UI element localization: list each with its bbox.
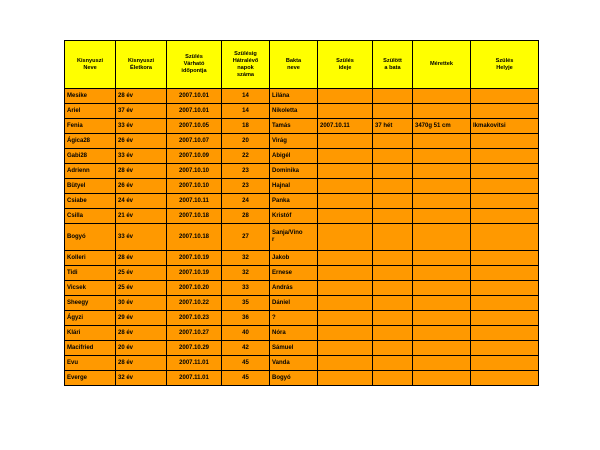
cell-birth-date <box>318 164 373 179</box>
cell-due-date: 2007.10.09 <box>167 149 222 164</box>
cell-days-left: 18 <box>222 119 270 134</box>
cell-birth-week <box>373 326 413 341</box>
cell-name: Sheegy <box>65 296 116 311</box>
table-row <box>65 311 539 326</box>
cell-birth-place <box>471 194 539 209</box>
cell-name: Ágyzi <box>65 311 116 326</box>
cell-due-date: 2007.10.29 <box>167 341 222 356</box>
cell-age: 33 év <box>116 119 167 134</box>
cell-due-date: 2007.10.19 <box>167 266 222 281</box>
cell-age: 24 év <box>116 194 167 209</box>
header-birth-week: Szülött a bata <box>373 41 413 89</box>
cell-measurements <box>413 281 471 296</box>
header-name: Kisnyuszi Neve <box>65 41 116 89</box>
cell-name: Mesike <box>65 89 116 104</box>
cell-baby-name: Sanja/Vino r <box>270 224 318 251</box>
cell-baby-name: Tamás <box>270 119 318 134</box>
table-row <box>65 251 539 266</box>
cell-age: 32 év <box>116 371 167 386</box>
cell-birth-week <box>373 371 413 386</box>
cell-birth-date <box>318 179 373 194</box>
cell-measurements <box>413 149 471 164</box>
cell-measurements <box>413 89 471 104</box>
cell-days-left: 35 <box>222 296 270 311</box>
cell-age: 28 év <box>116 89 167 104</box>
cell-due-date: 2007.10.18 <box>167 224 222 251</box>
cell-baby-name: Nóra <box>270 326 318 341</box>
cell-birth-date <box>318 209 373 224</box>
cell-age: 26 év <box>116 134 167 149</box>
cell-days-left: 27 <box>222 224 270 251</box>
cell-measurements <box>413 341 471 356</box>
cell-birth-week <box>373 179 413 194</box>
cell-name: Bogyó <box>65 224 116 251</box>
cell-birth-place <box>471 149 539 164</box>
cell-birth-place <box>471 311 539 326</box>
cell-days-left: 24 <box>222 194 270 209</box>
cell-baby-name: Nikoletta <box>270 104 318 119</box>
cell-baby-name: Vanda <box>270 356 318 371</box>
cell-days-left: 20 <box>222 134 270 149</box>
cell-birth-place <box>471 266 539 281</box>
cell-birth-week <box>373 356 413 371</box>
cell-measurements: 3470g 51 cm <box>413 119 471 134</box>
cell-birth-place <box>471 224 539 251</box>
cell-birth-place <box>471 89 539 104</box>
cell-birth-week: 37 hét <box>373 119 413 134</box>
cell-birth-place <box>471 296 539 311</box>
cell-birth-week <box>373 89 413 104</box>
cell-birth-week <box>373 266 413 281</box>
cell-days-left: 32 <box>222 266 270 281</box>
cell-measurements <box>413 296 471 311</box>
cell-birth-week <box>373 296 413 311</box>
table-row <box>65 164 539 179</box>
header-due-date: Szülés Várható időpontja <box>167 41 222 89</box>
cell-birth-place: Ikmakovitsi <box>471 119 539 134</box>
cell-due-date: 2007.10.11 <box>167 194 222 209</box>
table-row <box>65 179 539 194</box>
table-row <box>65 209 539 224</box>
cell-baby-name: ? <box>270 311 318 326</box>
cell-measurements <box>413 179 471 194</box>
header-measurements: Mérettek <box>413 41 471 89</box>
cell-due-date: 2007.10.22 <box>167 296 222 311</box>
cell-name: Everge <box>65 371 116 386</box>
cell-days-left: 45 <box>222 371 270 386</box>
cell-birth-place <box>471 134 539 149</box>
table-row <box>65 149 539 164</box>
cell-birth-date <box>318 224 373 251</box>
cell-due-date: 2007.10.10 <box>167 164 222 179</box>
cell-birth-date <box>318 296 373 311</box>
header-birth-date: Szülés ideje <box>318 41 373 89</box>
cell-age: 28 év <box>116 356 167 371</box>
cell-age: 28 év <box>116 251 167 266</box>
cell-days-left: 36 <box>222 311 270 326</box>
cell-birth-date <box>318 311 373 326</box>
header-baby-name: Bakta neve <box>270 41 318 89</box>
cell-due-date: 2007.10.07 <box>167 134 222 149</box>
cell-birth-place <box>471 209 539 224</box>
table-row <box>65 296 539 311</box>
table-row <box>65 266 539 281</box>
cell-due-date: 2007.10.10 <box>167 179 222 194</box>
cell-measurements <box>413 164 471 179</box>
cell-age: 37 év <box>116 104 167 119</box>
table-row <box>65 341 539 356</box>
cell-birth-date <box>318 281 373 296</box>
cell-birth-week <box>373 194 413 209</box>
cell-measurements <box>413 266 471 281</box>
cell-birth-date <box>318 134 373 149</box>
cell-measurements <box>413 371 471 386</box>
table-row <box>65 119 539 134</box>
cell-age: 25 év <box>116 281 167 296</box>
cell-measurements <box>413 194 471 209</box>
cell-name: Fenia <box>65 119 116 134</box>
cell-due-date: 2007.10.18 <box>167 209 222 224</box>
table-row <box>65 134 539 149</box>
cell-age: 33 év <box>116 149 167 164</box>
cell-birth-date <box>318 371 373 386</box>
cell-birth-place <box>471 164 539 179</box>
cell-due-date: 2007.10.01 <box>167 104 222 119</box>
cell-age: 29 év <box>116 311 167 326</box>
cell-name: Ágica28 <box>65 134 116 149</box>
cell-birth-week <box>373 104 413 119</box>
cell-birth-place <box>471 356 539 371</box>
cell-baby-name: Abigél <box>270 149 318 164</box>
cell-due-date: 2007.10.20 <box>167 281 222 296</box>
cell-name: Kolleri <box>65 251 116 266</box>
cell-days-left: 14 <box>222 104 270 119</box>
cell-age: 21 év <box>116 209 167 224</box>
cell-age: 20 év <box>116 341 167 356</box>
cell-due-date: 2007.11.01 <box>167 371 222 386</box>
cell-days-left: 23 <box>222 179 270 194</box>
cell-birth-date <box>318 104 373 119</box>
cell-birth-week <box>373 311 413 326</box>
header-days-left: Szülésig Hátralévő napok száma <box>222 41 270 89</box>
cell-birth-place <box>471 251 539 266</box>
cell-age: 28 év <box>116 164 167 179</box>
cell-measurements <box>413 134 471 149</box>
cell-name: Tidi <box>65 266 116 281</box>
cell-birth-date <box>318 326 373 341</box>
cell-baby-name: Panka <box>270 194 318 209</box>
cell-due-date: 2007.10.05 <box>167 119 222 134</box>
cell-birth-date <box>318 194 373 209</box>
cell-birth-week <box>373 134 413 149</box>
cell-measurements <box>413 311 471 326</box>
cell-birth-place <box>471 341 539 356</box>
cell-birth-week <box>373 164 413 179</box>
cell-age: 33 év <box>116 224 167 251</box>
table-row <box>65 224 539 251</box>
cell-birth-week <box>373 209 413 224</box>
cell-birth-place <box>471 371 539 386</box>
cell-birth-place <box>471 179 539 194</box>
cell-due-date: 2007.10.27 <box>167 326 222 341</box>
cell-days-left: 28 <box>222 209 270 224</box>
cell-baby-name: Virág <box>270 134 318 149</box>
cell-birth-place <box>471 281 539 296</box>
table-row <box>65 194 539 209</box>
cell-baby-name: Dominika <box>270 164 318 179</box>
cell-birth-date <box>318 356 373 371</box>
cell-birth-date <box>318 89 373 104</box>
cell-birth-week <box>373 251 413 266</box>
cell-baby-name: Lilána <box>270 89 318 104</box>
cell-measurements <box>413 251 471 266</box>
cell-name: Ariel <box>65 104 116 119</box>
cell-name: Adrienn <box>65 164 116 179</box>
cell-birth-week <box>373 149 413 164</box>
cell-baby-name: András <box>270 281 318 296</box>
header-row <box>65 41 539 89</box>
cell-days-left: 33 <box>222 281 270 296</box>
header-birth-place: Szülés Helyje <box>471 41 539 89</box>
cell-baby-name: Hajnal <box>270 179 318 194</box>
cell-birth-date <box>318 149 373 164</box>
cell-days-left: 45 <box>222 356 270 371</box>
table-row <box>65 89 539 104</box>
cell-measurements <box>413 209 471 224</box>
cell-due-date: 2007.10.19 <box>167 251 222 266</box>
table-row <box>65 356 539 371</box>
cell-age: 28 év <box>116 326 167 341</box>
cell-due-date: 2007.10.23 <box>167 311 222 326</box>
cell-baby-name: Bogyó <box>270 371 318 386</box>
cell-name: Macifried <box>65 341 116 356</box>
nyuszi-birth-table <box>64 40 539 386</box>
cell-baby-name: Sámuel <box>270 341 318 356</box>
cell-name: Csilla <box>65 209 116 224</box>
cell-birth-week <box>373 224 413 251</box>
cell-name: Bütyel <box>65 179 116 194</box>
cell-baby-name: Kristóf <box>270 209 318 224</box>
cell-name: Evu <box>65 356 116 371</box>
cell-age: 26 év <box>116 179 167 194</box>
cell-name: Gabi28 <box>65 149 116 164</box>
cell-days-left: 32 <box>222 251 270 266</box>
cell-name: Klári <box>65 326 116 341</box>
cell-birth-place <box>471 326 539 341</box>
cell-birth-date: 2007.10.11 <box>318 119 373 134</box>
cell-baby-name: Ernese <box>270 266 318 281</box>
table-row <box>65 326 539 341</box>
header-age: Kisnyuszi Életkora <box>116 41 167 89</box>
cell-days-left: 42 <box>222 341 270 356</box>
cell-age: 30 év <box>116 296 167 311</box>
cell-birth-date <box>318 341 373 356</box>
cell-birth-date <box>318 266 373 281</box>
cell-birth-place <box>471 104 539 119</box>
cell-days-left: 14 <box>222 89 270 104</box>
table-row <box>65 281 539 296</box>
cell-birth-date <box>318 251 373 266</box>
cell-age: 25 év <box>116 266 167 281</box>
cell-days-left: 40 <box>222 326 270 341</box>
table-row <box>65 371 539 386</box>
cell-name: Vicsek <box>65 281 116 296</box>
cell-birth-week <box>373 281 413 296</box>
cell-birth-week <box>373 341 413 356</box>
cell-days-left: 22 <box>222 149 270 164</box>
cell-measurements <box>413 356 471 371</box>
cell-name: Csiabe <box>65 194 116 209</box>
cell-baby-name: Dániel <box>270 296 318 311</box>
cell-measurements <box>413 326 471 341</box>
cell-measurements <box>413 224 471 251</box>
cell-due-date: 2007.11.01 <box>167 356 222 371</box>
cell-baby-name: Jakob <box>270 251 318 266</box>
cell-measurements <box>413 104 471 119</box>
table-row <box>65 104 539 119</box>
cell-days-left: 23 <box>222 164 270 179</box>
cell-due-date: 2007.10.01 <box>167 89 222 104</box>
